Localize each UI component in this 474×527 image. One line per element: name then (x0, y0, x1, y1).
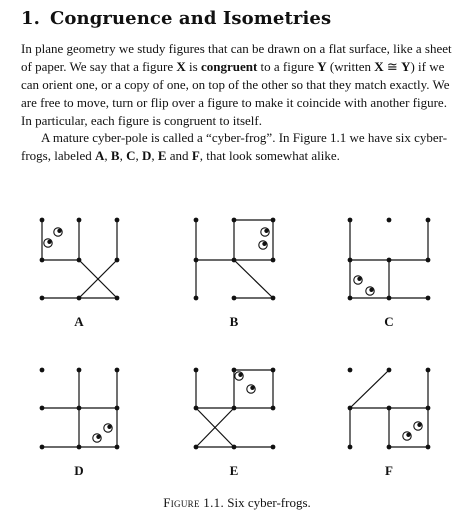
label-c: C (126, 148, 136, 163)
section-number: 1. (21, 8, 40, 29)
text-run: , (151, 148, 158, 163)
symbol-x: X (176, 59, 186, 74)
symbol-x: X (374, 59, 384, 74)
text-run: A mature cyber-pole is called a “cyber-frog”. In Figure 1.1 we have six cyber-frogs, labeled (21, 130, 448, 163)
text-run: and (166, 148, 192, 163)
text-run: (written (326, 59, 375, 74)
frog-label-d: D (74, 463, 84, 478)
text-run: is (185, 59, 201, 74)
caption-label: Figure 1.1. (163, 495, 225, 510)
text-run: , (104, 148, 111, 163)
text-run: , (119, 148, 127, 163)
symbol-y: Y (401, 59, 411, 74)
frog-label-c: C (384, 314, 394, 329)
label-a: A (95, 148, 105, 163)
caption-text: Six cyber-frogs. (227, 495, 311, 510)
text-run: , (135, 148, 142, 163)
section-title: Congruence and Isometries (50, 8, 332, 29)
frog-label-e: E (229, 463, 239, 478)
paragraph-congruence-definition (21, 40, 453, 130)
text-run: ) if we can orient one, or a copy of one, on top of the other so that they match exactly. We are free to move, turn or flip over a figure to make it coincide with another figure. In particular, each figure is congruent to itself. (21, 59, 450, 128)
paragraph-cyber-frogs (21, 129, 453, 165)
figure-cyber-frogs (0, 200, 474, 490)
label-f: F (191, 148, 200, 163)
text-run: to a figure (257, 59, 318, 74)
frog-label-b: B (229, 314, 239, 329)
label-d: D (141, 148, 152, 163)
label-b: B (110, 148, 120, 163)
frog-label-a: A (74, 314, 84, 329)
term-congruent: congruent (200, 59, 258, 74)
symbol-y: Y (317, 59, 327, 74)
label-e: E (157, 148, 167, 163)
text-run: , that look somewhat alike. (199, 148, 340, 163)
congruence-symbol: ≅ (383, 59, 402, 74)
figure-caption (0, 495, 474, 511)
frog-label-f: F (385, 463, 393, 478)
section-heading (21, 8, 331, 29)
text-run: In plane geometry we study figures that can be drawn on a flat surface, like a sheet of paper. We say that a figure (21, 41, 452, 74)
